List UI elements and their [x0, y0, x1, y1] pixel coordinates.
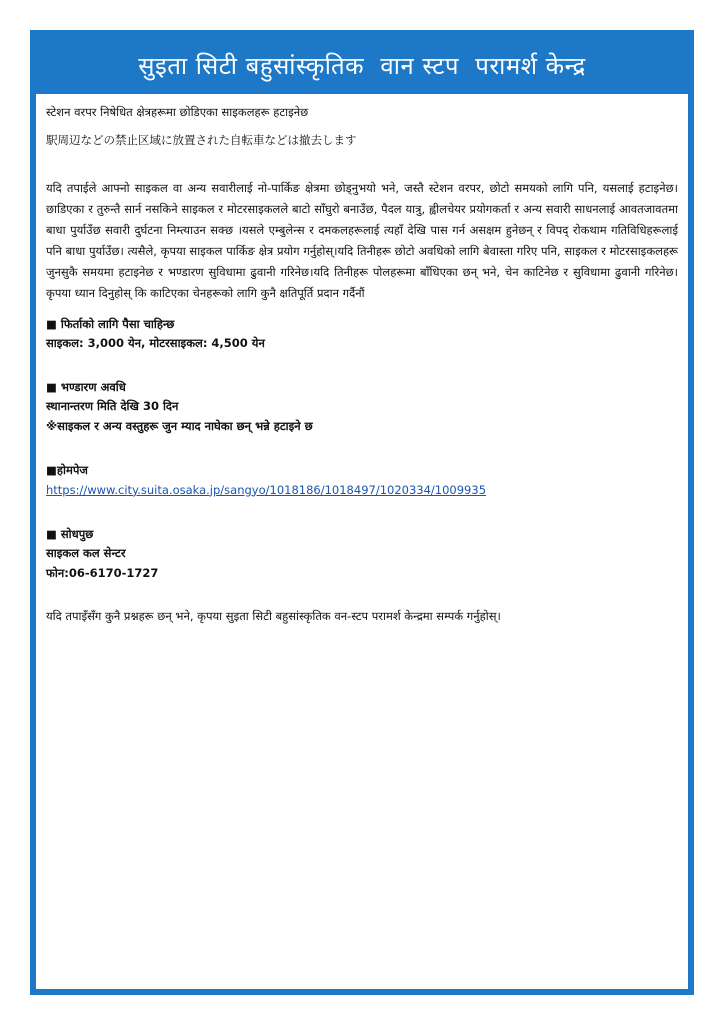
page-title: सुइता सिटी बहुसांस्कृतिक वान स्टप परामर्श केन्द्र	[138, 51, 586, 80]
storage-period: स्थानान्तरण मिति देखि 30 दिन	[46, 398, 179, 413]
homepage-link[interactable]: https://www.city.suita.osaka.jp/sangyo/1018186/1018497/1020334/1009935	[46, 482, 487, 497]
storage-note: ※साइकल र अन्य वस्तुहरू जुन म्याद नाघेका छन् भन्ने हटाइने छ	[46, 418, 313, 433]
notice-title-nepali: स्टेशन वरपर निषेधित क्षेत्रहरूमा छोडिएका साइकलहरू हटाइनेछ	[46, 105, 309, 119]
inquiry-center: साइकल कल सेन्टर	[46, 545, 126, 560]
footer-note: यदि तपाइँसँग कुनै प्रश्नहरू छन् भने, कृपया सुइता सिटी बहुसांस्कृतिक वन-स्टप परामर्श केन्द्रमा सम्पर्क गर्नुहोस्।	[46, 608, 501, 623]
main-content	[36, 94, 688, 625]
homepage-heading: ■होमपेज	[46, 462, 88, 477]
header-banner	[36, 36, 688, 94]
document-frame	[30, 30, 694, 995]
storage-heading: ■ भण्डारण अवधि	[46, 379, 126, 394]
fee-heading: ■ फिर्ताको लागि पैसा चाहिन्छ	[46, 316, 175, 331]
notice-body: यदि तपाईले आफ्नो साइकल वा अन्य सवारीलाई नो-पार्किङ क्षेत्रमा छोड्नुभयो भने, जस्तै स्टेशन वरपर, छोटो समयको लागि पनि, यसलाई हटाइनेछ।छाडिएका र तुरुन्तै सार्न नसकिने साइकल र मोटरसाइकलले बाटो साँघुरो बनाउँछ, पैदल यात्रु, ह्वीलचेयर प्रयोगकर्ता र अन्य सवारी साधनलाई आवतजावतमा बाधा पुर्याउँछ सवारी दुर्घटना निम्त्याउन सक्छ ।यसले एम्बुलेन्स र दमकलहरूलाई त्यहाँ देखि पास गर्न असक्षम हुनेछन् र विपद् रोकथाम गतिविधिहरूलाई पनि बाधा पुर्याउँछ। त्यसैले, कृपया साइकल पार्किङ क्षेत्र प्रयोग गर्नुहोस्।यदि तिनीहरू छोटो अवधिको लागि बेवास्ता गरिए पनि, साइकल र मोटरसाइकलहरू जुनसुकै समयमा हटाइनेछ र भण्डारण सुविधामा ढुवानी गरिनेछ।यदि तिनीहरू पोलहरूमा बाँधिएका छन् भने, चेन काटिनेछ र सुविधामा ढुवानी गरिनेछ।कृपया ध्यान दिनुहोस् कि काटिएका चेनहरूको लागि कुनै क्षतिपूर्ति प्रदान गर्दैनौं	[46, 181, 678, 300]
inquiry-phone: फोन:06-6170-1727	[46, 565, 159, 580]
notice-title-japanese: 駅周辺などの禁止区域に放置された自転車などは撤去します	[46, 133, 357, 147]
inquiry-heading: ■ सोधपुछ	[46, 526, 94, 541]
fee-value: साइकल: 3,000 येन, मोटरसाइकल: 4,500 येन	[46, 335, 265, 350]
